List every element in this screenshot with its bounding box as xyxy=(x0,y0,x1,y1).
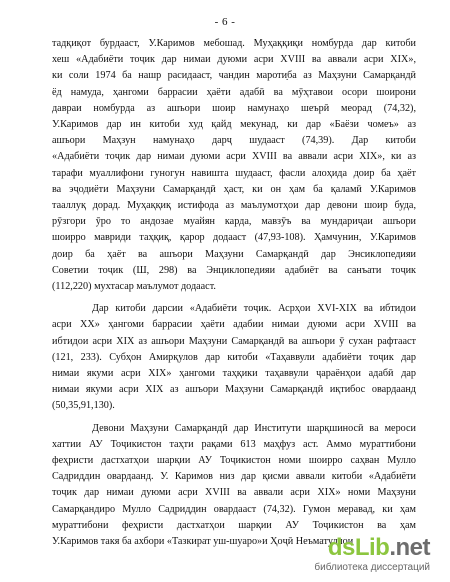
text-line: У.Каримов такя ба ахбори «Тазкират уш-шуаро»и Ҳоҷӣ Неъматуллои xyxy=(52,536,354,548)
text-line: (112,220) мухтасар маълумот додааст. xyxy=(52,281,216,293)
text-line: рӯзгори ӯро то андозае муайян карда, мавзӯъ ва мундариҷаи ашъори xyxy=(52,216,416,228)
text-line: Садриддин овардаанд. У. Каримов низ дар қисми аввали китоби «Адабиёти xyxy=(52,471,416,483)
text-line: тааллуқ дорад. Муҳаққиқ истифода аз маълумотҳои дар девони шоир буда, xyxy=(52,200,416,212)
text-line: Советии тоҷик (Ш, 298) ва Энциклопедияи адабиёт ва санъати тоҷик xyxy=(52,264,416,276)
paragraph xyxy=(52,36,416,295)
text-line: нимаи якуми асри XIX аз ашъори Маҳзуни Самарқандӣ иқтибос овардаанд xyxy=(52,384,416,396)
watermark-logo-text xyxy=(328,534,430,562)
text-line: Самарқандиро Мулло Садриддин овардааст (74,32). Гумон меравад, ки ҳам xyxy=(52,503,416,515)
watermark-subtitle: библиотека диссертаций xyxy=(314,562,430,573)
paragraph xyxy=(52,421,416,551)
text-line: ашъори Маҳзун намунаҳо дарҷ шудааст (74,39). Дар китоби xyxy=(52,135,416,147)
text-line: (121, 233). Субҳон Амирқулов дар китоби «Таҳаввули адабиёти тоҷик дар xyxy=(52,351,416,363)
text-line: тоҷик дар нимаи дуюми асри XVIII ва аввали асри XIX» номи Маҳзуни xyxy=(52,487,416,499)
text-line: хаттии АУ Тоҷикистон таҳти рақами 613 маҳфуз аст. Аммо мураттибони xyxy=(52,438,416,450)
paragraph xyxy=(52,301,416,414)
text-line: ва эҷодиёти Маҳзуни Самарқандӣ ҳаст, ки он ҳам ба қаламӣ У.Каримов xyxy=(52,183,416,195)
text-line: ибтидои асри XIX аз ашъори Маҳзуни Самарқандӣ ва ашъори ӯ сухан рафтааст xyxy=(52,335,416,347)
text-line: феҳристи дастхатҳои шарқии АУ Тоҷикистон номи шоирро саҳван Мулло xyxy=(52,455,416,467)
text-line: Дар китоби дарсии «Адабиёти тоҷик. Асрҳои XVI-XIX ва ибтидои xyxy=(92,303,416,315)
watermark-logo-main: dsLib xyxy=(327,534,390,561)
text-line: тадқиқот бурдааст, У.Каримов мебошад. Муҳаққиқи номбурда дар китоби xyxy=(52,38,416,49)
text-line: У.Каримов дар ин китоби худ қайд мекунад, ки дар «Баёзи чомеъ» аз xyxy=(52,119,416,131)
page-number: - 6 - xyxy=(214,16,236,28)
watermark-logo-dot: . xyxy=(389,534,396,561)
text-line: асри XX» ҳангоми баррасии ҳаёти адабии нимаи дуюми асри XVIII ва xyxy=(52,319,416,331)
text-line: «Адабиёти тоҷик дар нимаи дуюми асри XVIII ва аввали асри XIX», ки аз xyxy=(52,151,416,163)
text-line: давраи номбурда аз ашъори шоир намунаҳо шеърӣ меорад (74,32), xyxy=(52,102,416,114)
text-line: ёд намуда, ҳангоми баррасии ҳаёти адабӣ ва мӯҳтавои осори шоирони xyxy=(52,86,416,98)
text-line: Девони Маҳзуни Самарқандӣ дар Институти шарқшиносӣ ва мероси xyxy=(92,422,416,434)
watermark-logo xyxy=(230,534,430,578)
text-line: ки соли 1974 ба нашр расидааст, чандин мароти̣ба аз Маҳзуни Самарқандӣ xyxy=(52,70,416,82)
text-line: мураттибони феҳристи дастхатҳои шарқии АУ Тоҷикистон ва ҳам xyxy=(52,519,416,531)
watermark-logo-tld: net xyxy=(395,534,430,561)
body-text xyxy=(52,36,416,550)
text-line: тарафи муаллифони гуногун навишта шудааст, фасли алоҳида доир ба ҳаёт xyxy=(52,167,416,179)
text-line: хеш «Адабиёти тоҷик дар нимаи дуюми асри XVIII ва аввали асри XIX», xyxy=(52,54,416,66)
text-line: нимаи якуми асри XIX» ҳангоми таҳқики таҳаввули ҷараёнҳои адабӣ дар xyxy=(52,368,416,380)
text-line: доир ба ҳаёт ва ашъори Маҳзуни Самарқандӣ дар Энсиклопедияи xyxy=(52,248,416,260)
text-line: (50,35,91,130). xyxy=(52,400,115,412)
text-line: шоирро мавриди таҳқиқ, қарор додааст (47,93-108). Ҳамчунин, У.Каримов xyxy=(52,232,416,244)
